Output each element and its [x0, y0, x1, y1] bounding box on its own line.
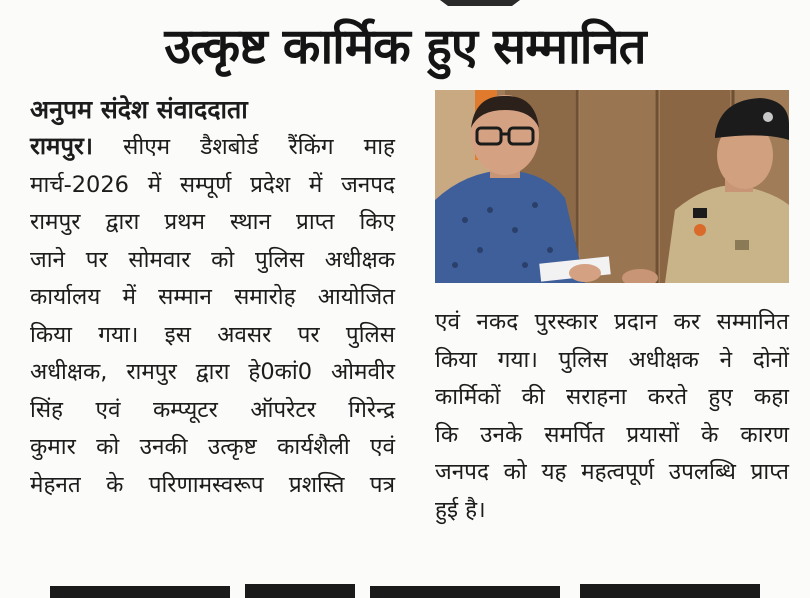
next-article-cutoff: [40, 564, 780, 598]
paragraph-line: कार्मिकों की सराहना करते हुए कहा: [435, 384, 789, 410]
dateline: रामपुर।: [30, 132, 93, 160]
paragraph-line: जाने पर सोमवार को पुलिस अधीक्षक: [30, 246, 395, 273]
left-column: [30, 92, 395, 504]
paragraph-line: एवं नकद पुरस्कार प्रदान कर सम्मानित: [435, 309, 789, 335]
paragraph-line: मार्च-2026 में सम्पूर्ण प्रदेश में जनपद: [30, 171, 395, 198]
paragraph-line: रामपुर द्वारा प्रथम स्थान प्राप्त किए: [30, 209, 395, 235]
right-column: [435, 304, 789, 529]
cut-off-headline-shape: [40, 564, 780, 598]
paragraph-line: हुई है।: [435, 496, 486, 523]
byline: अनुपम संदेश संवाददाता: [30, 95, 248, 124]
previous-article-edge: [440, 0, 520, 6]
headline: उत्कृष्ट कार्मिक हुए सम्मानित: [164, 18, 646, 75]
paragraph-line: मेहनत के परिणामस्वरूप प्रशस्ति पत्र: [30, 471, 395, 498]
paragraph-line: अधीक्षक, रामपुर द्वारा हे0कां0 ओमवीर: [30, 359, 395, 385]
award-photo-illustration: [435, 90, 789, 283]
paragraph-line: सिंह एवं कम्प्यूटर ऑपरेटर गिरेन्द्र: [30, 396, 395, 423]
left-paragraph: [30, 128, 395, 504]
right-paragraph: [435, 304, 789, 529]
paragraph-line: रामपुर। सीएम डैशबोर्ड रैंकिंग माह: [30, 132, 395, 160]
award-photo: [435, 90, 789, 283]
paragraph-line: कार्यालय में सम्मान समारोह आयोजित: [30, 284, 395, 310]
paragraph-line: कुमार को उनकी उत्कृष्ट कार्यशैली एवं: [30, 434, 395, 460]
paragraph-line: कि उनके समर्पित प्रयासों के कारण: [435, 421, 789, 448]
paragraph-line: किया गया। इस अवसर पर पुलिस: [30, 321, 395, 348]
paragraph-line: किया गया। पुलिस अधीक्षक ने दोनों: [435, 346, 789, 373]
paragraph-line: जनपद को यह महत्वपूर्ण उपलब्धि प्राप्त: [435, 459, 789, 485]
